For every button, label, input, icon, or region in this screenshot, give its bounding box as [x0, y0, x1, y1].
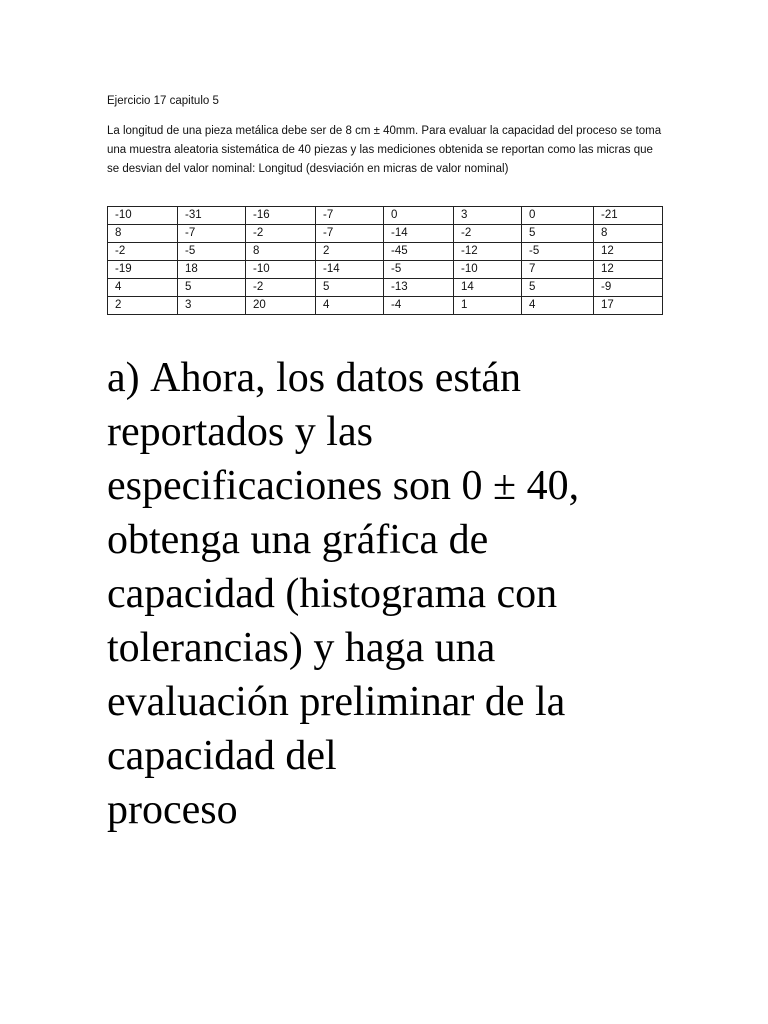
table-cell: -9 [594, 279, 663, 297]
table-row [108, 297, 663, 315]
table-cell: -2 [108, 243, 178, 261]
table-cell: 2 [108, 297, 178, 315]
table-cell: -45 [384, 243, 454, 261]
table-cell: -7 [316, 225, 384, 243]
table-cell: -2 [246, 279, 316, 297]
table-row [108, 279, 663, 297]
table-cell: 0 [384, 207, 454, 225]
table-cell: -2 [246, 225, 316, 243]
table-cell: 12 [594, 243, 663, 261]
problem-statement: La longitud de una pieza metálica debe ser de 8 cm ± 40mm. Para evaluar la capacidad del proceso se toma una muestra aleatoria sistemática de 40 piezas y las mediciones obtenida se reportan como las micras que se desvian del valor nominal: Longitud (desviación en micras de valor nominal) [107, 125, 662, 175]
table-cell: -16 [246, 207, 316, 225]
table-cell: 8 [594, 225, 663, 243]
table-cell: 5 [178, 279, 246, 297]
table-cell: 0 [522, 207, 594, 225]
table-cell: -5 [522, 243, 594, 261]
question-line: proceso [107, 787, 238, 833]
table-row [108, 243, 663, 261]
exercise-heading: Ejercicio 17 capitulo 5 [107, 95, 219, 107]
table-row [108, 207, 663, 225]
table-cell: -19 [108, 261, 178, 279]
question-line: a) Ahora, los datos están [107, 355, 522, 401]
table-cell: -14 [316, 261, 384, 279]
table-cell: -31 [178, 207, 246, 225]
table-cell: -13 [384, 279, 454, 297]
table-row [108, 225, 663, 243]
table-cell: -10 [246, 261, 316, 279]
table-cell: -21 [594, 207, 663, 225]
table-cell: 5 [316, 279, 384, 297]
question-line: obtenga una gráfica de [107, 517, 489, 563]
table-cell: -7 [178, 225, 246, 243]
table-cell: 14 [454, 279, 522, 297]
question-line: capacidad (histograma con [107, 571, 558, 617]
question-a [107, 351, 667, 837]
table-cell: 8 [108, 225, 178, 243]
table-cell: -12 [454, 243, 522, 261]
question-line: capacidad del [107, 733, 337, 779]
table-cell: 20 [246, 297, 316, 315]
table-row [108, 261, 663, 279]
table-cell: 18 [178, 261, 246, 279]
question-line: especificaciones son 0 ± 40, [107, 463, 580, 509]
table-cell: 5 [522, 279, 594, 297]
table-cell: 4 [108, 279, 178, 297]
table-cell: -5 [384, 261, 454, 279]
table-cell: -10 [454, 261, 522, 279]
table-cell: 1 [454, 297, 522, 315]
measurements-table [107, 206, 663, 315]
table-cell: 5 [522, 225, 594, 243]
table-cell: -5 [178, 243, 246, 261]
question-line: tolerancias) y haga una [107, 625, 496, 671]
table-cell: 17 [594, 297, 663, 315]
table-cell: -10 [108, 207, 178, 225]
table-cell: -4 [384, 297, 454, 315]
table-cell: 2 [316, 243, 384, 261]
table-cell: 4 [316, 297, 384, 315]
table-cell: 3 [178, 297, 246, 315]
question-line: evaluación preliminar de la [107, 679, 566, 725]
table-cell: -2 [454, 225, 522, 243]
table-cell: 12 [594, 261, 663, 279]
table-cell: 4 [522, 297, 594, 315]
question-line: reportados y las [107, 409, 373, 455]
table-cell: -7 [316, 207, 384, 225]
table-cell: 7 [522, 261, 594, 279]
table-cell: 8 [246, 243, 316, 261]
table-cell: 3 [454, 207, 522, 225]
table-cell: -14 [384, 225, 454, 243]
